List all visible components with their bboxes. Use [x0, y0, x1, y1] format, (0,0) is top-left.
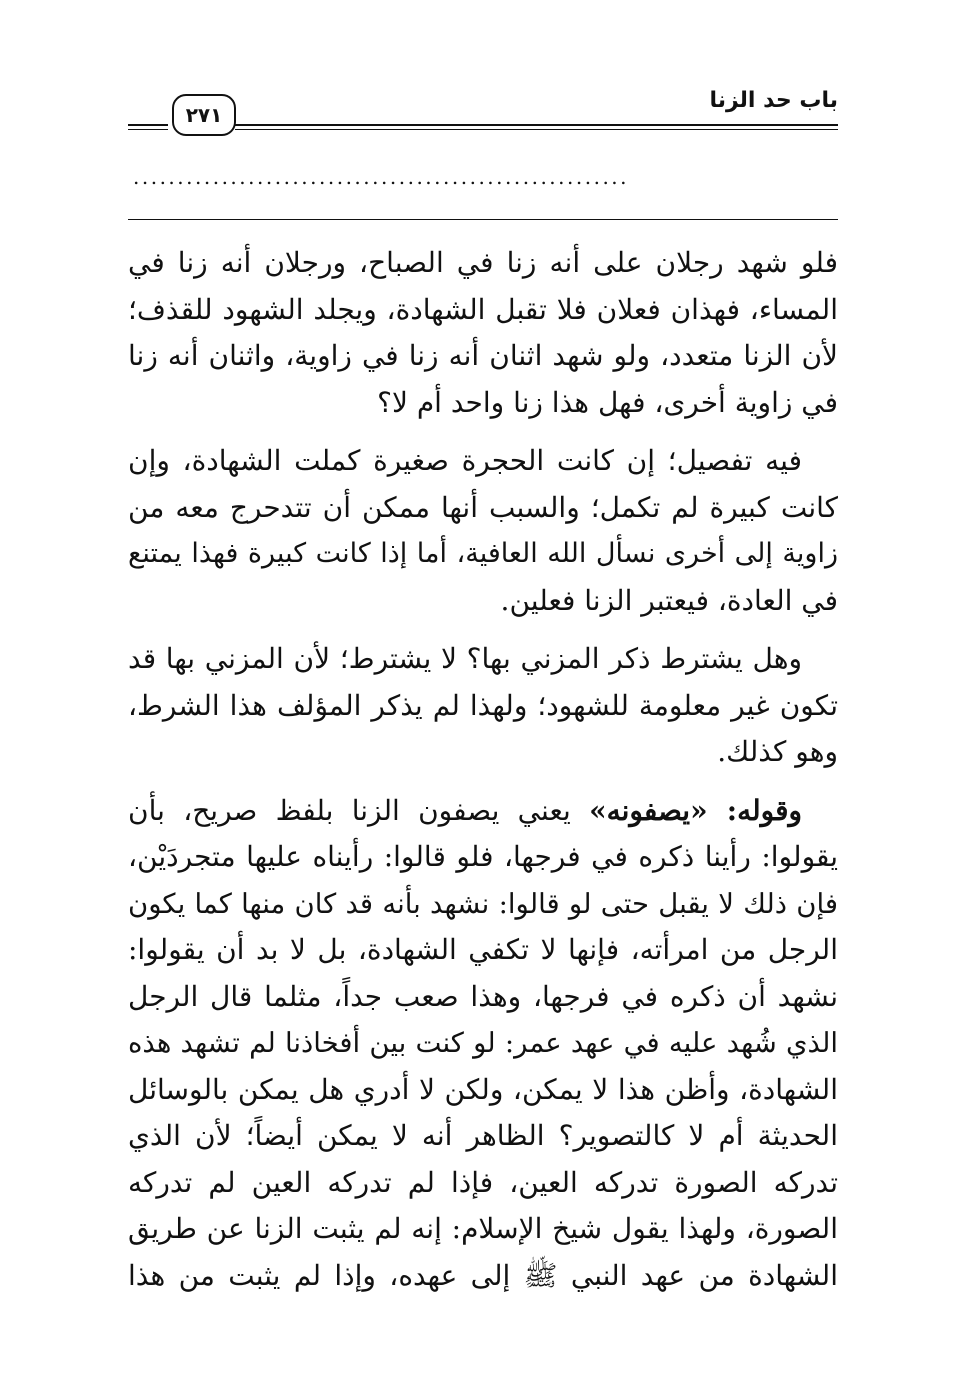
text-line: الشهادة من عهد النبي ﷺ إلى عهده، وإذا لم يثبت من هذا	[128, 1258, 838, 1292]
text-line: فلو شهد رجلان على أنه زنا في الصباح، ورجلان أنه زنا في	[128, 246, 838, 279]
text-line: يقولوا: رأينا ذكره في فرجها، فلو قالوا: رأيناه عليها متجردَيْن،	[128, 840, 838, 873]
text-line: نشهد أن ذكره في فرجها، وهذا صعب جداً، مثلما قال الرجل	[128, 979, 838, 1013]
text-line: الذي شُهد عليه في عهد عمر: لو كنت بين أفخاذنا لم تشهد هذه	[128, 1027, 838, 1059]
text-line: الحديثة أم لا كالتصوير؟ الظاهر أنه لا يمكن أيضاً؛ لأن الذي	[128, 1119, 838, 1152]
paragraph	[128, 788, 838, 1300]
text-line: وهو كذلك.	[717, 735, 838, 768]
text-line	[128, 788, 838, 835]
text-line: تكون غير معلومة للشهود؛ ولهذا لم يذكر المؤلف هذا الشرط،	[128, 688, 838, 722]
text-line: الصورة، ولهذا يقول شيخ الإسلام: إنه لم يثبت الزنا عن طريق	[128, 1212, 838, 1245]
text-line: الشهادة، وأظن هذا لا يمكن، ولكن لا أدري هل يمكن بالوسائل	[128, 1072, 838, 1106]
text-line: في زاوية أخرى، فهل هذا زنا واحد أم لا؟	[377, 385, 838, 419]
running-title: باب حد الزنا	[709, 88, 838, 113]
page-number: ٢٧١	[172, 94, 236, 136]
text-line: الرجل من امرأته، فإنها لا تكفي الشهادة، بل لا بد أن يقولوا:	[128, 933, 838, 966]
text-divider	[128, 219, 838, 220]
paragraph	[128, 438, 838, 624]
text-fragment: يعني يصفون الزنا بلفظ صريح، بأن	[128, 793, 590, 827]
header-rule	[128, 124, 168, 126]
header-rule	[128, 129, 168, 130]
paragraph	[128, 636, 838, 776]
text-line: المساء، فهذان فعلان فلا تقبل الشهادة، ويجلد الشهود للقذف؛	[128, 292, 838, 326]
paragraph	[128, 240, 838, 426]
dotted-separator: ........................................................	[133, 165, 630, 189]
text-line: لأن الزنا متعدد، ولو شهد اثنان أنه زنا في زاوية، واثنان أنه زنا	[128, 339, 838, 372]
body-text	[128, 240, 838, 1311]
text-line: كانت كبيرة لم تكمل؛ والسبب أنها ممكن أن تتدحرج معه من	[128, 490, 838, 524]
page-header	[128, 82, 838, 142]
text-line: في العادة، فيعتبر الزنا فعلين.	[500, 583, 838, 617]
header-rule	[235, 129, 838, 130]
text-line: فيه تفصيل؛ إن كانت الحجرة صغيرة كملت الشهادة، وإن	[128, 444, 802, 477]
text-line: وهل يشترط ذكر المزني بها؟ لا يشترط؛ لأن المزني بها قد	[128, 642, 802, 675]
lead-term: وقوله: «يصفونه»	[589, 793, 802, 827]
text-line: زاوية إلى أخرى نسأل الله العافية، أما إذا كانت كبيرة فهذا يمتنع	[128, 538, 838, 569]
text-line: تدركه الصورة تدركه العين، فإذا لم تدركه العين لم تدركه	[128, 1165, 838, 1199]
text-line: فإن ذلك لا يقبل حتى لو قالوا: نشهد بأنه قد كان منها كما يكون	[128, 887, 838, 920]
header-rule	[235, 124, 838, 126]
